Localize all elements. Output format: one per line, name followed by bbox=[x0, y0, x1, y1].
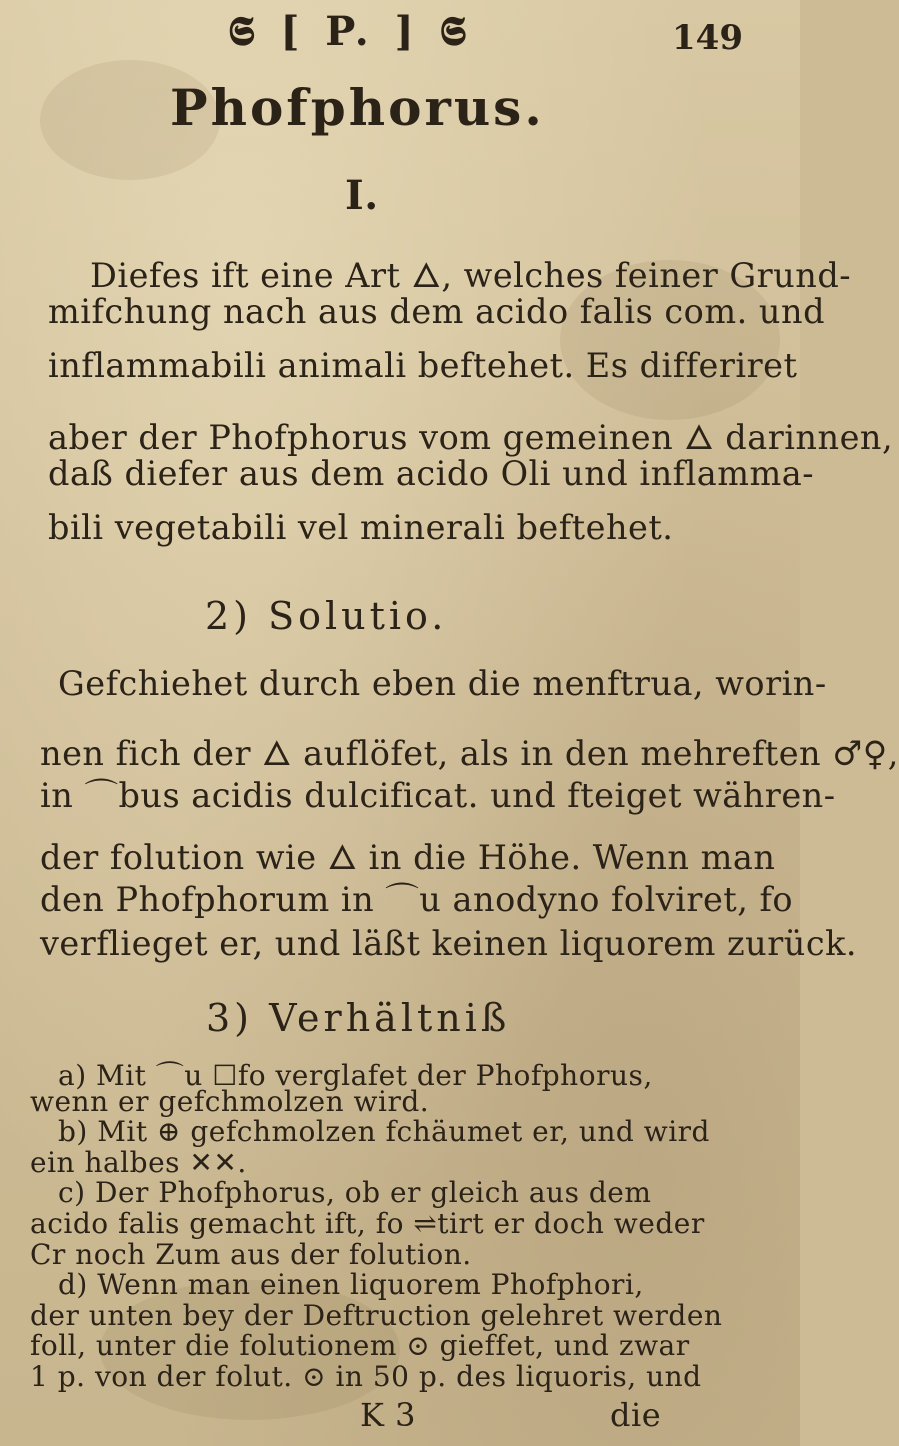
text-line: aber der Phofphorus vom gemeinen 🜂 darinnen, bbox=[48, 418, 894, 457]
text-line: b) Mit ⊕ gefchmolzen fchäumet er, und wird bbox=[58, 1115, 710, 1148]
text-line: Diefes ift eine Art 🜂, welches feiner Grund- bbox=[90, 256, 852, 295]
page-number: 149 bbox=[672, 18, 743, 58]
text-line: inflammabili animali beftehet. Es differiret bbox=[48, 346, 798, 385]
text-line: acido falis gemacht ift, fo ⇌tirt er doch weder bbox=[30, 1207, 705, 1240]
running-header: 𝕾 [ P. ] 𝕾 bbox=[228, 8, 472, 55]
text-line: d) Wenn man einen liquorem Phofphori, bbox=[58, 1268, 644, 1301]
text-line: foll, unter die folutionem ⊙ gieffet, und zwar bbox=[30, 1329, 690, 1362]
signature-mark: K 3 bbox=[360, 1396, 416, 1434]
text-line: bili vegetabili vel minerali beftehet. bbox=[48, 508, 674, 547]
text-line: verflieget er, und läßt keinen liquorem zurück. bbox=[40, 924, 858, 963]
section-number: I. bbox=[345, 172, 379, 219]
text-line: in ⌒bus acidis dulcificat. und fteiget währen- bbox=[40, 776, 836, 815]
catchword: die bbox=[610, 1396, 662, 1434]
text-line: mifchung nach aus dem acido falis com. und bbox=[48, 292, 826, 331]
text-line: den Phofphorum in ⌒u anodyno folviret, fo bbox=[40, 880, 794, 919]
text-line: nen fich der 🜂 auflöfet, als in den mehreften ♂♀, bbox=[40, 734, 899, 773]
section-heading: 2) Solutio. bbox=[205, 594, 448, 638]
text-line: wenn er gefchmolzen wird. bbox=[30, 1085, 430, 1118]
text-line: daß diefer aus dem acido Oli und inflamma- bbox=[48, 454, 815, 493]
text-line: Cr noch Zum aus der folution. bbox=[30, 1238, 472, 1271]
section-heading: 3) Verhältniß bbox=[206, 996, 511, 1040]
text-line: Gefchiehet durch eben die menftrua, worin- bbox=[58, 664, 827, 703]
text-line: a) Mit ⌒u ☐fo verglafet der Phofphorus, bbox=[58, 1059, 653, 1092]
text-line: ein halbes ✕✕. bbox=[30, 1146, 247, 1179]
text-line: c) Der Phofphorus, ob er gleich aus dem bbox=[58, 1176, 652, 1209]
text-line: 1 p. von der folut. ⊙ in 50 p. des liquoris, und bbox=[30, 1360, 702, 1393]
text-line: der folution wie 🜂 in die Höhe. Wenn man bbox=[40, 838, 776, 877]
page-title: Phofphorus. bbox=[170, 78, 545, 137]
text-line: der unten bey der Deftruction gelehret werden bbox=[30, 1299, 723, 1332]
